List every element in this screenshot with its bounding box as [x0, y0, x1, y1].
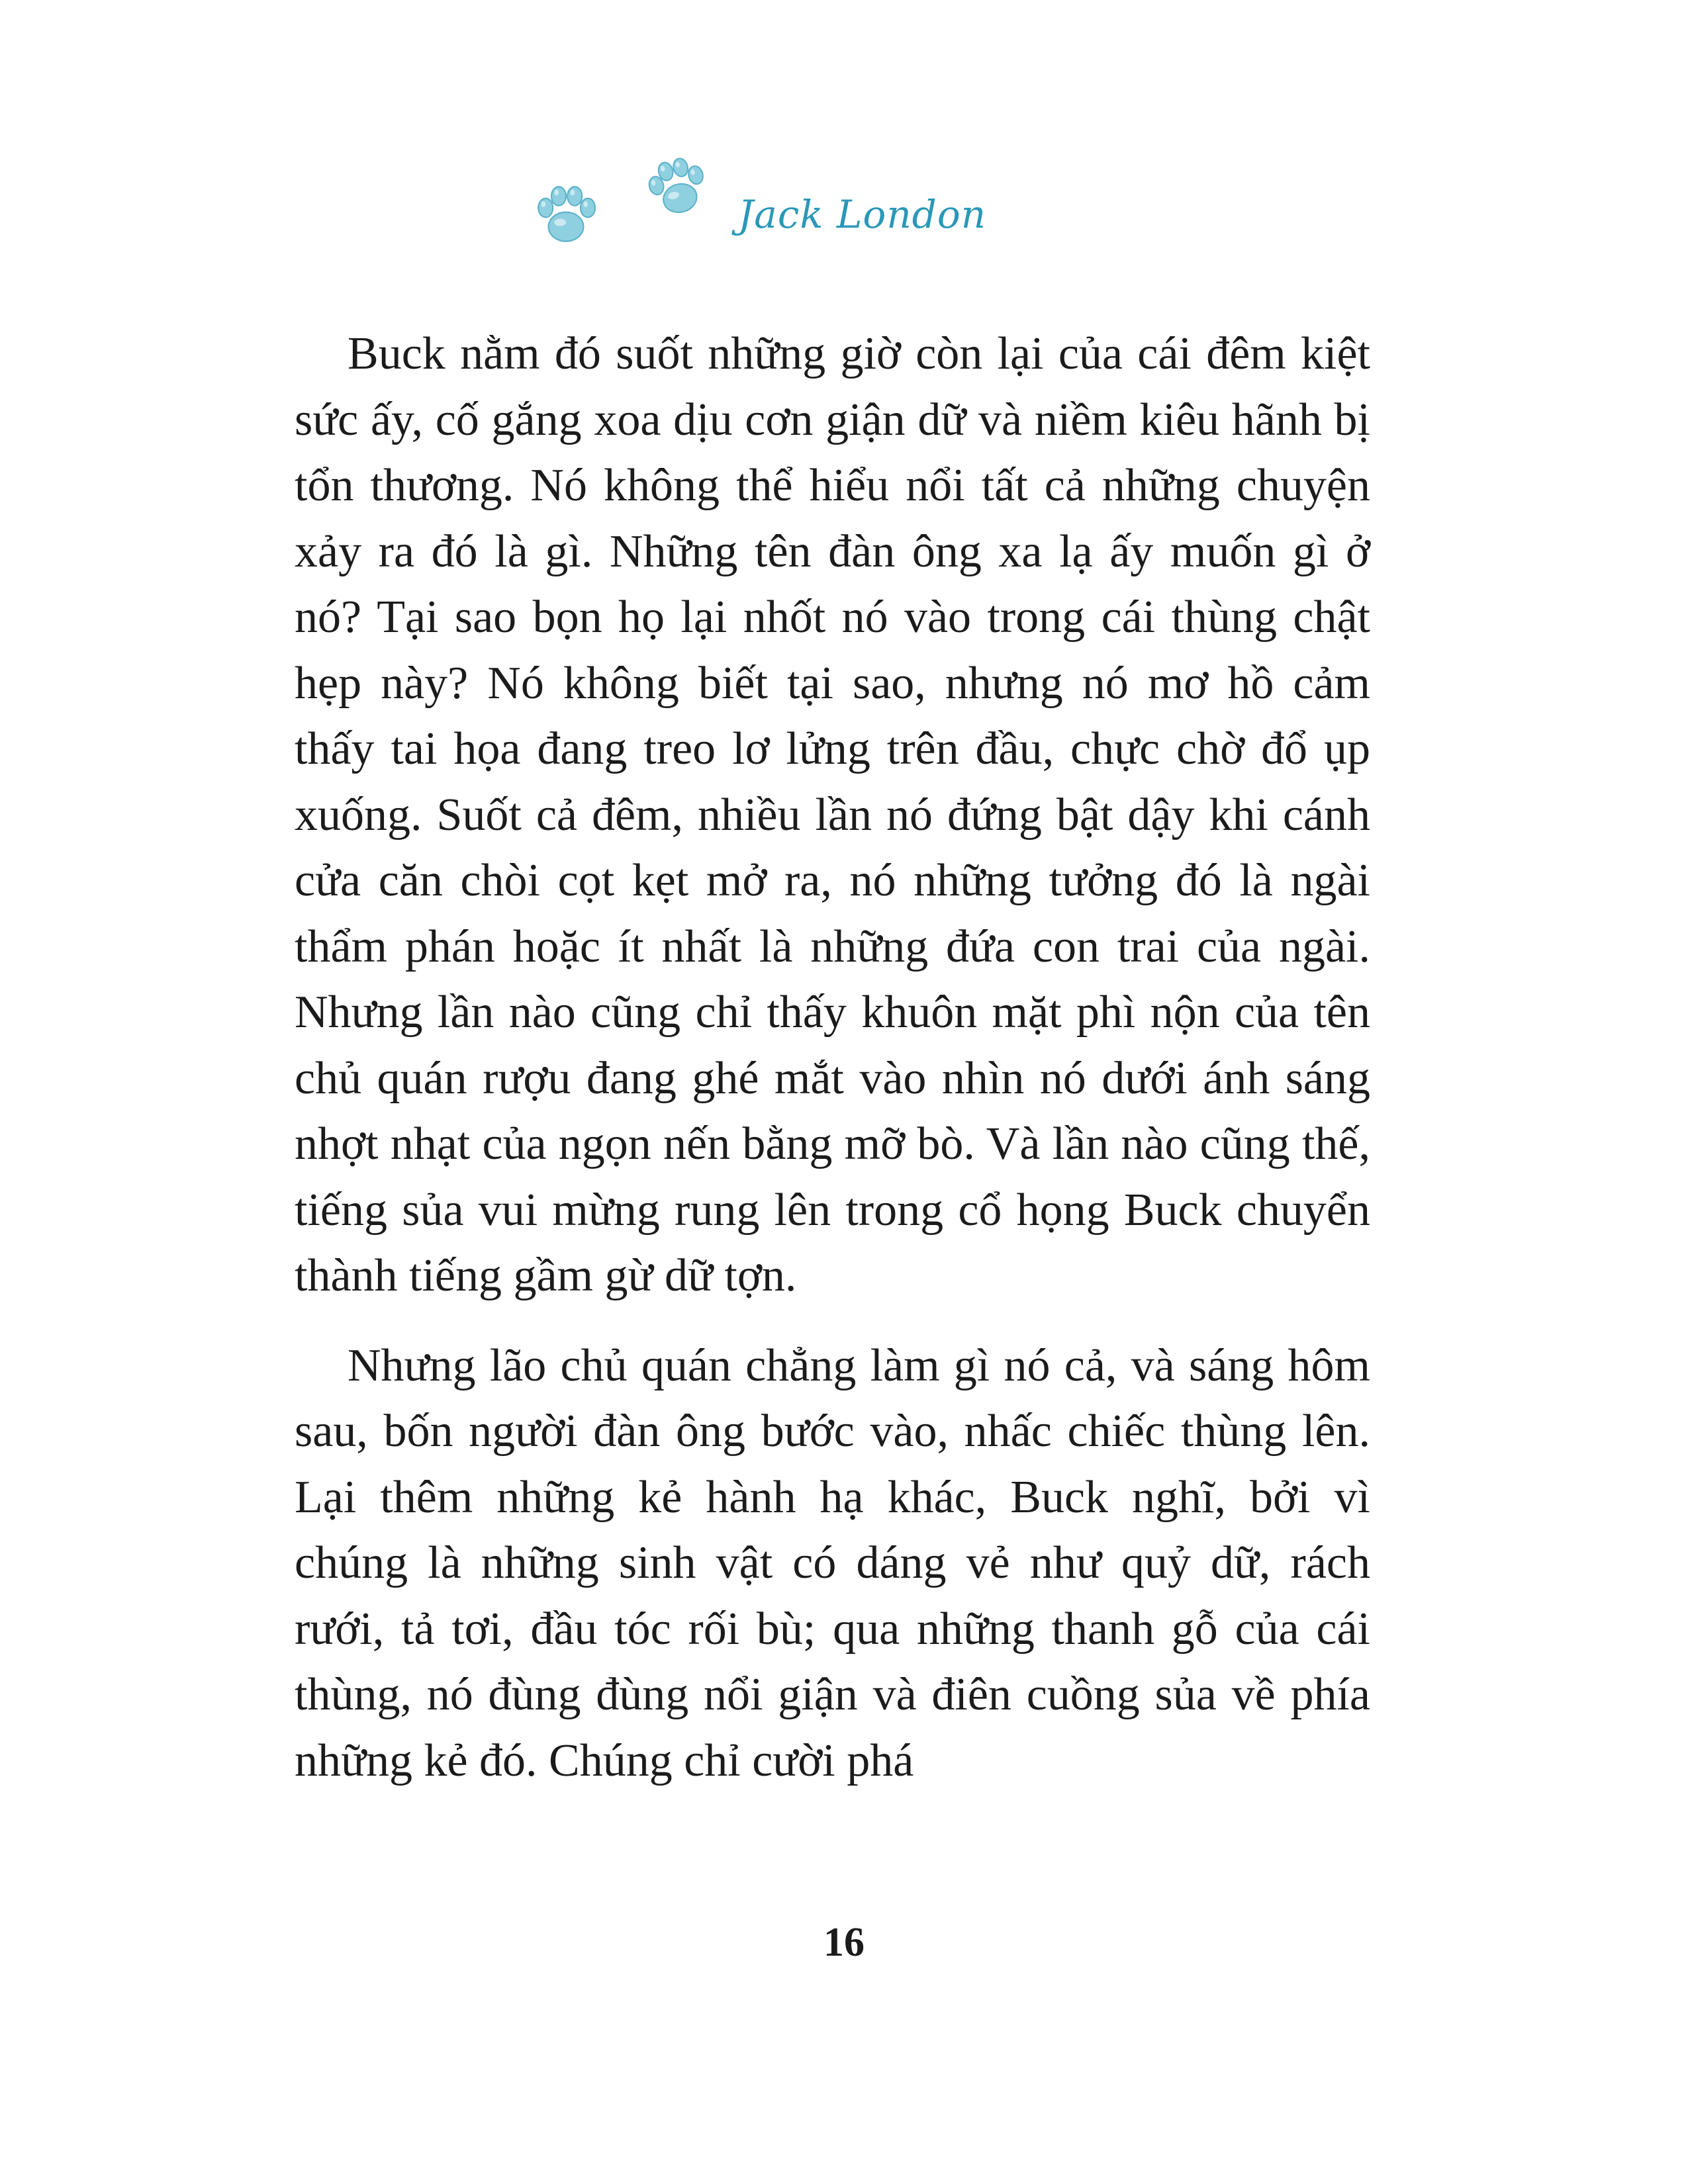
paw-print-icon — [530, 179, 602, 251]
paragraph: Nhưng lão chủ quán chẳng làm gì nó cả, và sáng hôm sau, bốn người đàn ông bước vào, nhấc chiếc thùng lên. Lại thêm những kẻ hành hạ khác, Buck nghĩ, bởi vì chúng là những sinh vật có dáng vẻ như quỷ dữ, rách rưới, tả tơi, đầu tóc rối bù; qua những thanh gỗ của cái thùng, nó đùng đùng nổi giận và điên cuồng sủa về phía những kẻ đó. Chúng chỉ cười phá — [295, 1340, 1370, 1786]
body-text — [295, 321, 1370, 1794]
paragraph: Buck nằm đó suốt những giờ còn lại của cái đêm kiệt sức ấy, cố gắng xoa dịu cơn giận dữ và niềm kiêu hãnh bị tổn thương. Nó không thể hiểu nổi tất cả những chuyện xảy ra đó là gì. Những tên đàn ông xa lạ ấy muốn gì ở nó? Tại sao bọn họ lại nhốt nó vào trong cái thùng chật hẹp này? Nó không biết tại sao, nhưng nó mơ hồ cảm thấy tai họa đang treo lơ lửng trên đầu, chực chờ đổ ụp xuống. Suốt cả đêm, nhiều lần nó đứng bật dậy khi cánh cửa căn chòi cọt kẹt mở ra, nó những tưởng đó là ngài thẩm phán hoặc ít nhất là những đứa con trai của ngài. Nhưng lần nào cũng chỉ thấy khuôn mặt phì nộn của tên chủ quán rượu đang ghé mắt vào nhìn nó dưới ánh sáng nhợt nhạt của ngọn nến bằng mỡ bò. Và lần nào cũng thế, tiếng sủa vui mừng rung lên trong cổ họng Buck chuyển thành tiếng gầm gừ dữ tợn. — [295, 328, 1370, 1301]
page-number: 16 — [823, 1920, 865, 1965]
running-header — [523, 139, 1026, 271]
author-name: Jack London — [738, 192, 987, 237]
paw-print-icon — [642, 152, 712, 222]
